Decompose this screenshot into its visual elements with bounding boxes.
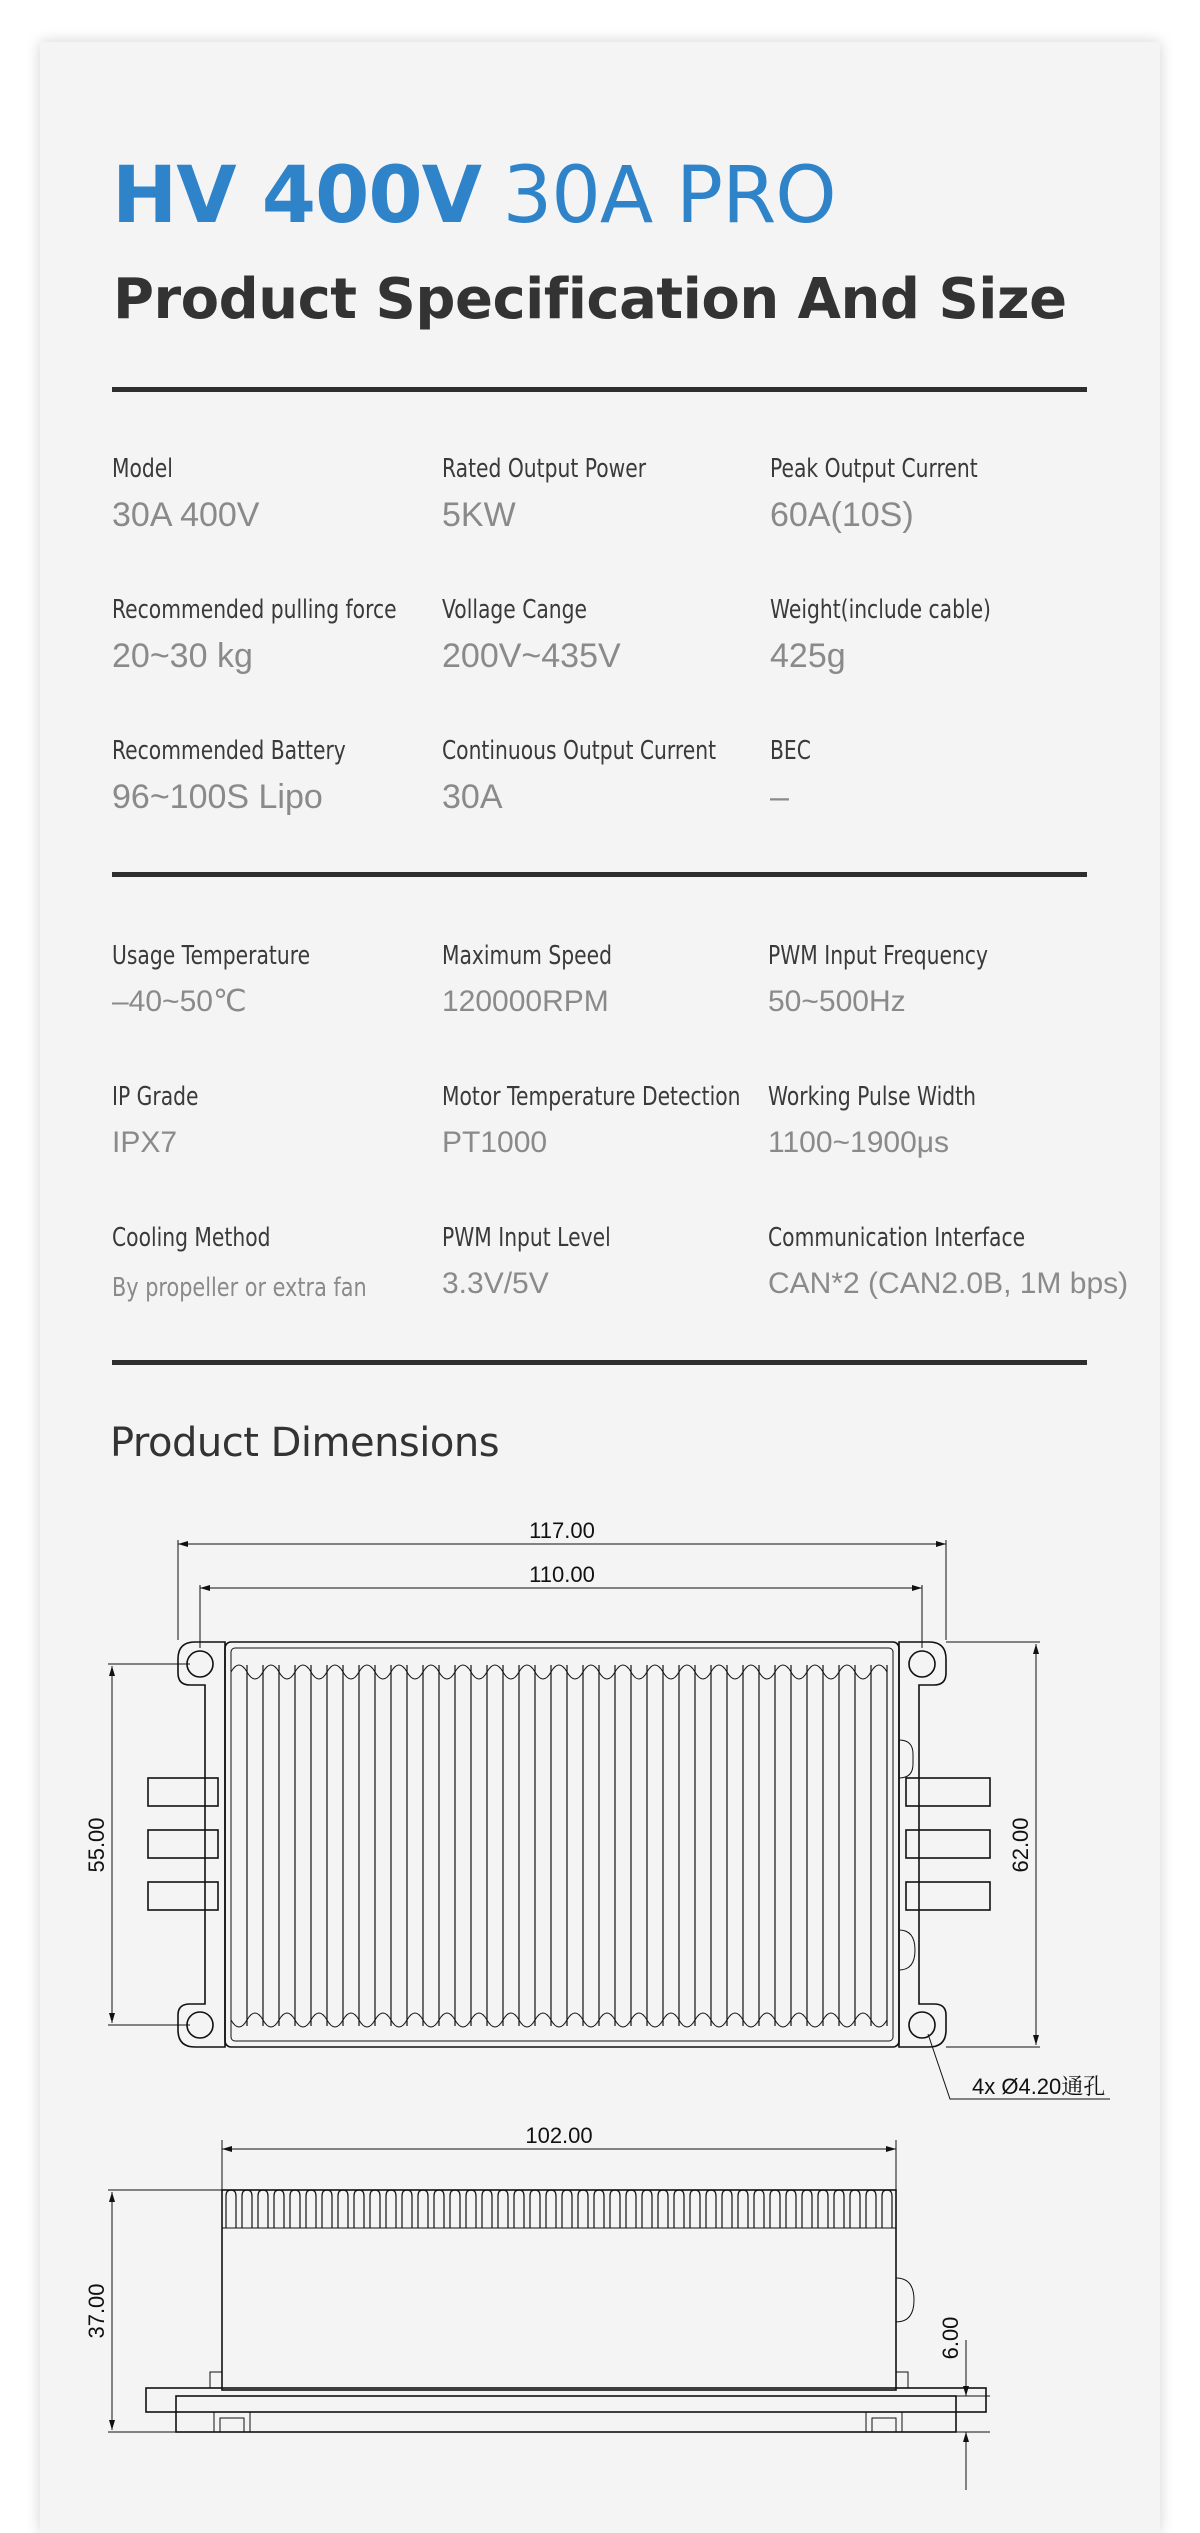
dim-overall-width: 117.00 <box>529 1518 595 1543</box>
dim-hole-note: 4x Ø4.20通孔 <box>972 2074 1106 2099</box>
heatsink-fin-profile <box>786 2190 796 2228</box>
heatsink-fin-profile <box>866 2190 876 2228</box>
spec-label: IP Grade <box>112 1082 199 1112</box>
heatsink-fin-profile <box>562 2190 572 2228</box>
heatsink-fin-profile <box>530 2190 540 2228</box>
spec-value: 3.3V/5V <box>442 1267 549 1300</box>
spec-label: Maximum Speed <box>442 941 612 971</box>
spec-value: 1100~1900μs <box>768 1126 950 1159</box>
heatsink-fin-profile <box>802 2190 812 2228</box>
heatsink-fin-profile <box>626 2190 636 2228</box>
heatsink-fin-profile <box>706 2190 716 2228</box>
dim-hole-spacing-width: 110.00 <box>529 1562 595 1587</box>
spec-label: Recommended pulling force <box>112 595 397 625</box>
spec-label: Working Pulse Width <box>768 1082 976 1112</box>
spec-label: Recommended Battery <box>112 736 346 766</box>
title-model: HV 400V <box>112 151 481 241</box>
heatsink-fin-profile <box>690 2190 700 2228</box>
heatsink-fin-profile <box>434 2190 444 2228</box>
heatsink-fin-profile <box>402 2190 412 2228</box>
spec-label: BEC <box>770 736 811 766</box>
heatsink-fin-profile <box>338 2190 348 2228</box>
spec-value: 200V~435V <box>442 637 621 675</box>
heatsink-fin-profile <box>322 2190 332 2228</box>
heatsink-fin-profile <box>594 2190 604 2228</box>
heatsink-fin-profile <box>770 2190 780 2228</box>
heatsink-fin-profile <box>306 2190 316 2228</box>
spec-label: Model <box>112 454 173 484</box>
top-view-fins <box>247 1665 887 2026</box>
heatsink-fin-profile <box>882 2190 892 2228</box>
heatsink-fin-profile <box>850 2190 860 2228</box>
spec-value: 50~500Hz <box>768 985 906 1018</box>
heatsink-fin-profile <box>674 2190 684 2228</box>
spec-label: Communication Interface <box>768 1223 1026 1253</box>
dim-side-overall-height: 37.00 <box>84 2283 109 2339</box>
heatsink-fin-profile <box>450 2190 460 2228</box>
heatsink-fin-profile <box>610 2190 620 2228</box>
heatsink-fin-profile <box>514 2190 524 2228</box>
dim-hole-spacing-height: 55.00 <box>84 1817 109 1873</box>
spec-label: PWM Input Level <box>442 1223 611 1253</box>
heatsink-fin-profile <box>722 2190 732 2228</box>
dim-overall-height: 62.00 <box>1008 1817 1033 1873</box>
spec-value: 30A <box>442 778 503 816</box>
heatsink-fin-profile <box>242 2190 252 2228</box>
heatsink-fin-profile <box>482 2190 492 2228</box>
heatsink-fin-profile <box>370 2190 380 2228</box>
heatsink-fin-profile <box>498 2190 508 2228</box>
spec-label: PWM Input Frequency <box>768 941 988 971</box>
spec-value: IPX7 <box>112 1126 178 1159</box>
heatsink-fin-profile <box>354 2190 364 2228</box>
spec-value: – <box>770 778 789 816</box>
spec-label: Cooling Method <box>112 1223 271 1253</box>
spec-value: PT1000 <box>442 1126 548 1159</box>
spec-value: 20~30 kg <box>112 637 253 675</box>
side-view-drawing <box>108 2140 990 2490</box>
spec-value: 120000RPM <box>442 985 609 1018</box>
spec-value: 60A(10S) <box>770 496 914 534</box>
heatsink-fin-profile <box>546 2190 556 2228</box>
spec-label: Motor Temperature Detection <box>442 1082 741 1112</box>
spec-value: 96~100S Lipo <box>112 778 323 816</box>
heatsink-fin-profile <box>290 2190 300 2228</box>
spec-value: 5KW <box>442 496 516 534</box>
spec-value: CAN*2 (CAN2.0B, 1M bps) <box>768 1267 1129 1300</box>
spec-value: –40~50℃ <box>112 985 247 1018</box>
dim-body-width: 102.00 <box>525 2123 593 2148</box>
heatsink-fin-profile <box>418 2190 428 2228</box>
heatsink-fin-profile <box>834 2190 844 2228</box>
dim-base-thickness: 6.00 <box>938 2316 963 2360</box>
side-view-fins <box>226 2190 892 2228</box>
heatsink-fin-profile <box>386 2190 396 2228</box>
spec-label: Weight(include cable) <box>770 595 991 625</box>
spec-label: Rated Output Power <box>442 454 647 484</box>
spec-label: Peak Output Current <box>770 454 978 484</box>
heatsink-fin-profile <box>258 2190 268 2228</box>
spec-label: Continuous Output Current <box>442 736 717 766</box>
dimensions-title: Product Dimensions <box>110 1420 500 1466</box>
spec-value: By propeller or extra fan <box>112 1273 367 1303</box>
top-view-drawing <box>108 1540 1110 2099</box>
spec-value: 425g <box>770 637 846 675</box>
heatsink-fin-profile <box>738 2190 748 2228</box>
spec-value: 30A 400V <box>112 496 260 534</box>
heatsink-fin-profile <box>658 2190 668 2228</box>
heatsink-fin-profile <box>466 2190 476 2228</box>
spec-label: Usage Temperature <box>112 941 311 971</box>
heatsink-fin-profile <box>274 2190 284 2228</box>
heatsink-fin-profile <box>818 2190 828 2228</box>
title-variant: 30A PRO <box>502 151 836 241</box>
heatsink-fin-profile <box>642 2190 652 2228</box>
spec-label: Vollage Cange <box>442 595 587 625</box>
heatsink-fin-profile <box>226 2190 236 2228</box>
page-subtitle: Product Specification And Size <box>113 267 1067 332</box>
heatsink-fin-profile <box>754 2190 764 2228</box>
heatsink-fin-profile <box>578 2190 588 2228</box>
